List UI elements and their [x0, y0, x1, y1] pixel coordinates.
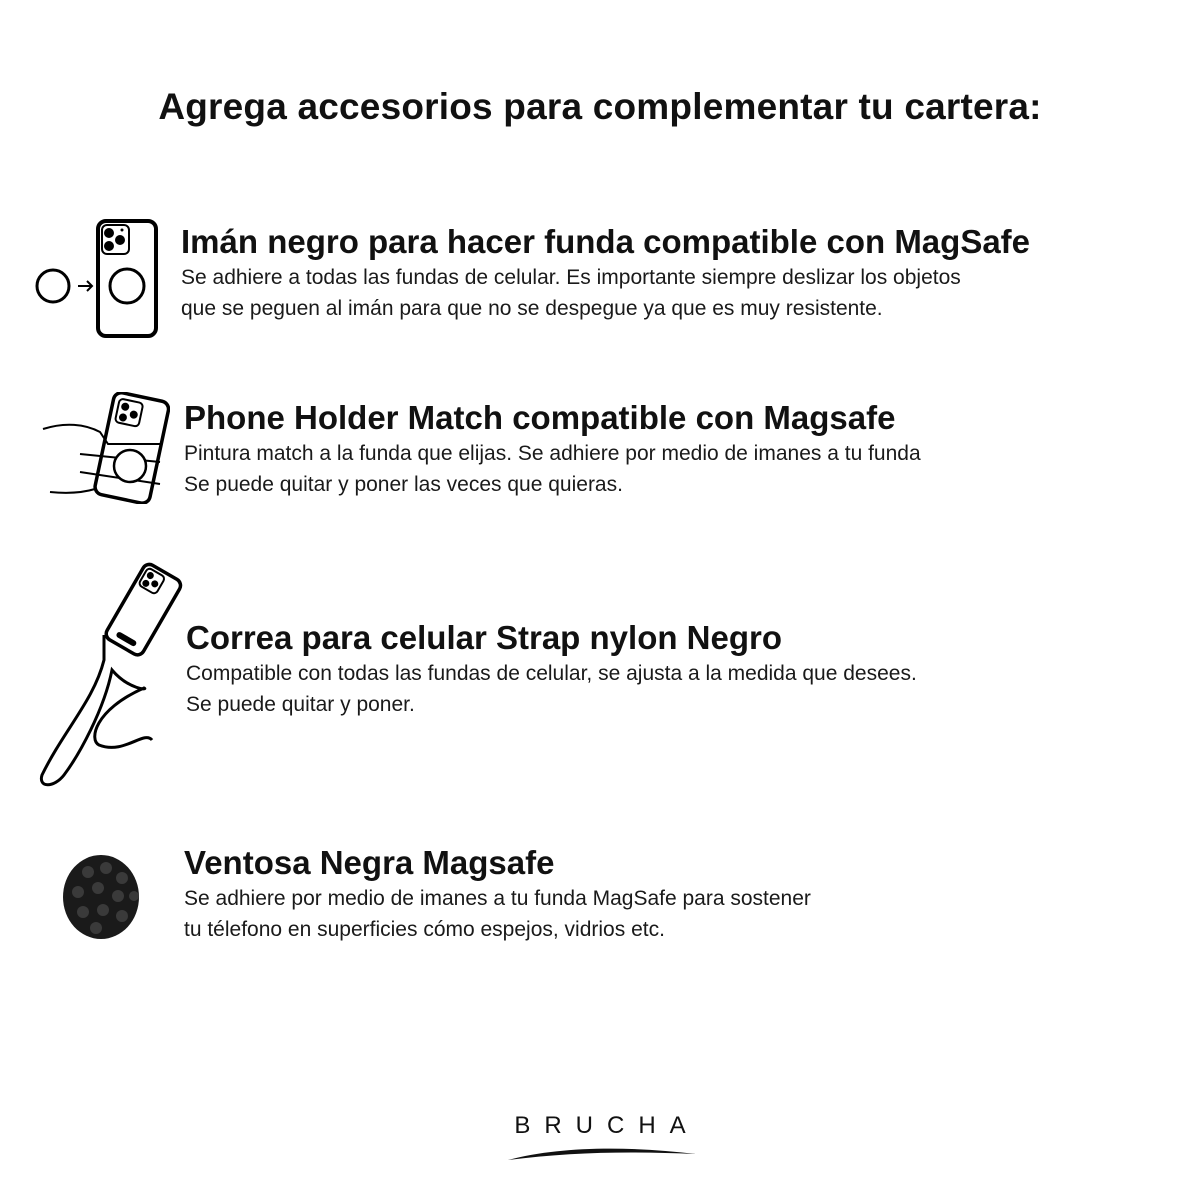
page-title: Agrega accesorios para complementar tu cartera: — [158, 86, 1042, 127]
item-description: tu télefono en superficies cómo espejos, vidrios etc. — [184, 918, 665, 941]
phone-magnet-icon — [34, 218, 164, 340]
item-description: que se peguen al imán para que no se despegue ya que es muy resistente. — [181, 297, 883, 320]
accessory-item — [184, 398, 921, 500]
accessory-item — [184, 843, 811, 945]
phone-strap-icon — [34, 560, 184, 792]
accessory-item — [181, 222, 1030, 324]
item-description: Se puede quitar y poner las veces que quieras. — [184, 473, 623, 496]
item-title: Phone Holder Match compatible con Magsafe — [184, 399, 896, 436]
brand-name: BRUCHA — [514, 1112, 700, 1139]
brush-stroke-icon — [500, 1142, 700, 1164]
item-description: Se puede quitar y poner. — [186, 693, 415, 716]
phone-holder-icon — [40, 392, 170, 504]
item-title: Correa para celular Strap nylon Negro — [186, 619, 783, 656]
accessory-item — [186, 618, 917, 720]
item-description: Se adhiere a todas las fundas de celular. Es importante siempre deslizar los objetos — [181, 266, 961, 289]
item-title: Ventosa Negra Magsafe — [184, 844, 555, 881]
brand-logo — [500, 1112, 700, 1164]
item-description: Pintura match a la funda que elijas. Se adhiere por medio de imanes a tu funda — [184, 442, 921, 465]
suction-cup-icon — [58, 852, 144, 942]
item-description: Se adhiere por medio de imanes a tu funda MagSafe para sostener — [184, 887, 811, 910]
item-title: Imán negro para hacer funda compatible con MagSafe — [181, 223, 1031, 260]
item-description: Compatible con todas las fundas de celular, se ajusta a la medida que desees. — [186, 662, 917, 685]
